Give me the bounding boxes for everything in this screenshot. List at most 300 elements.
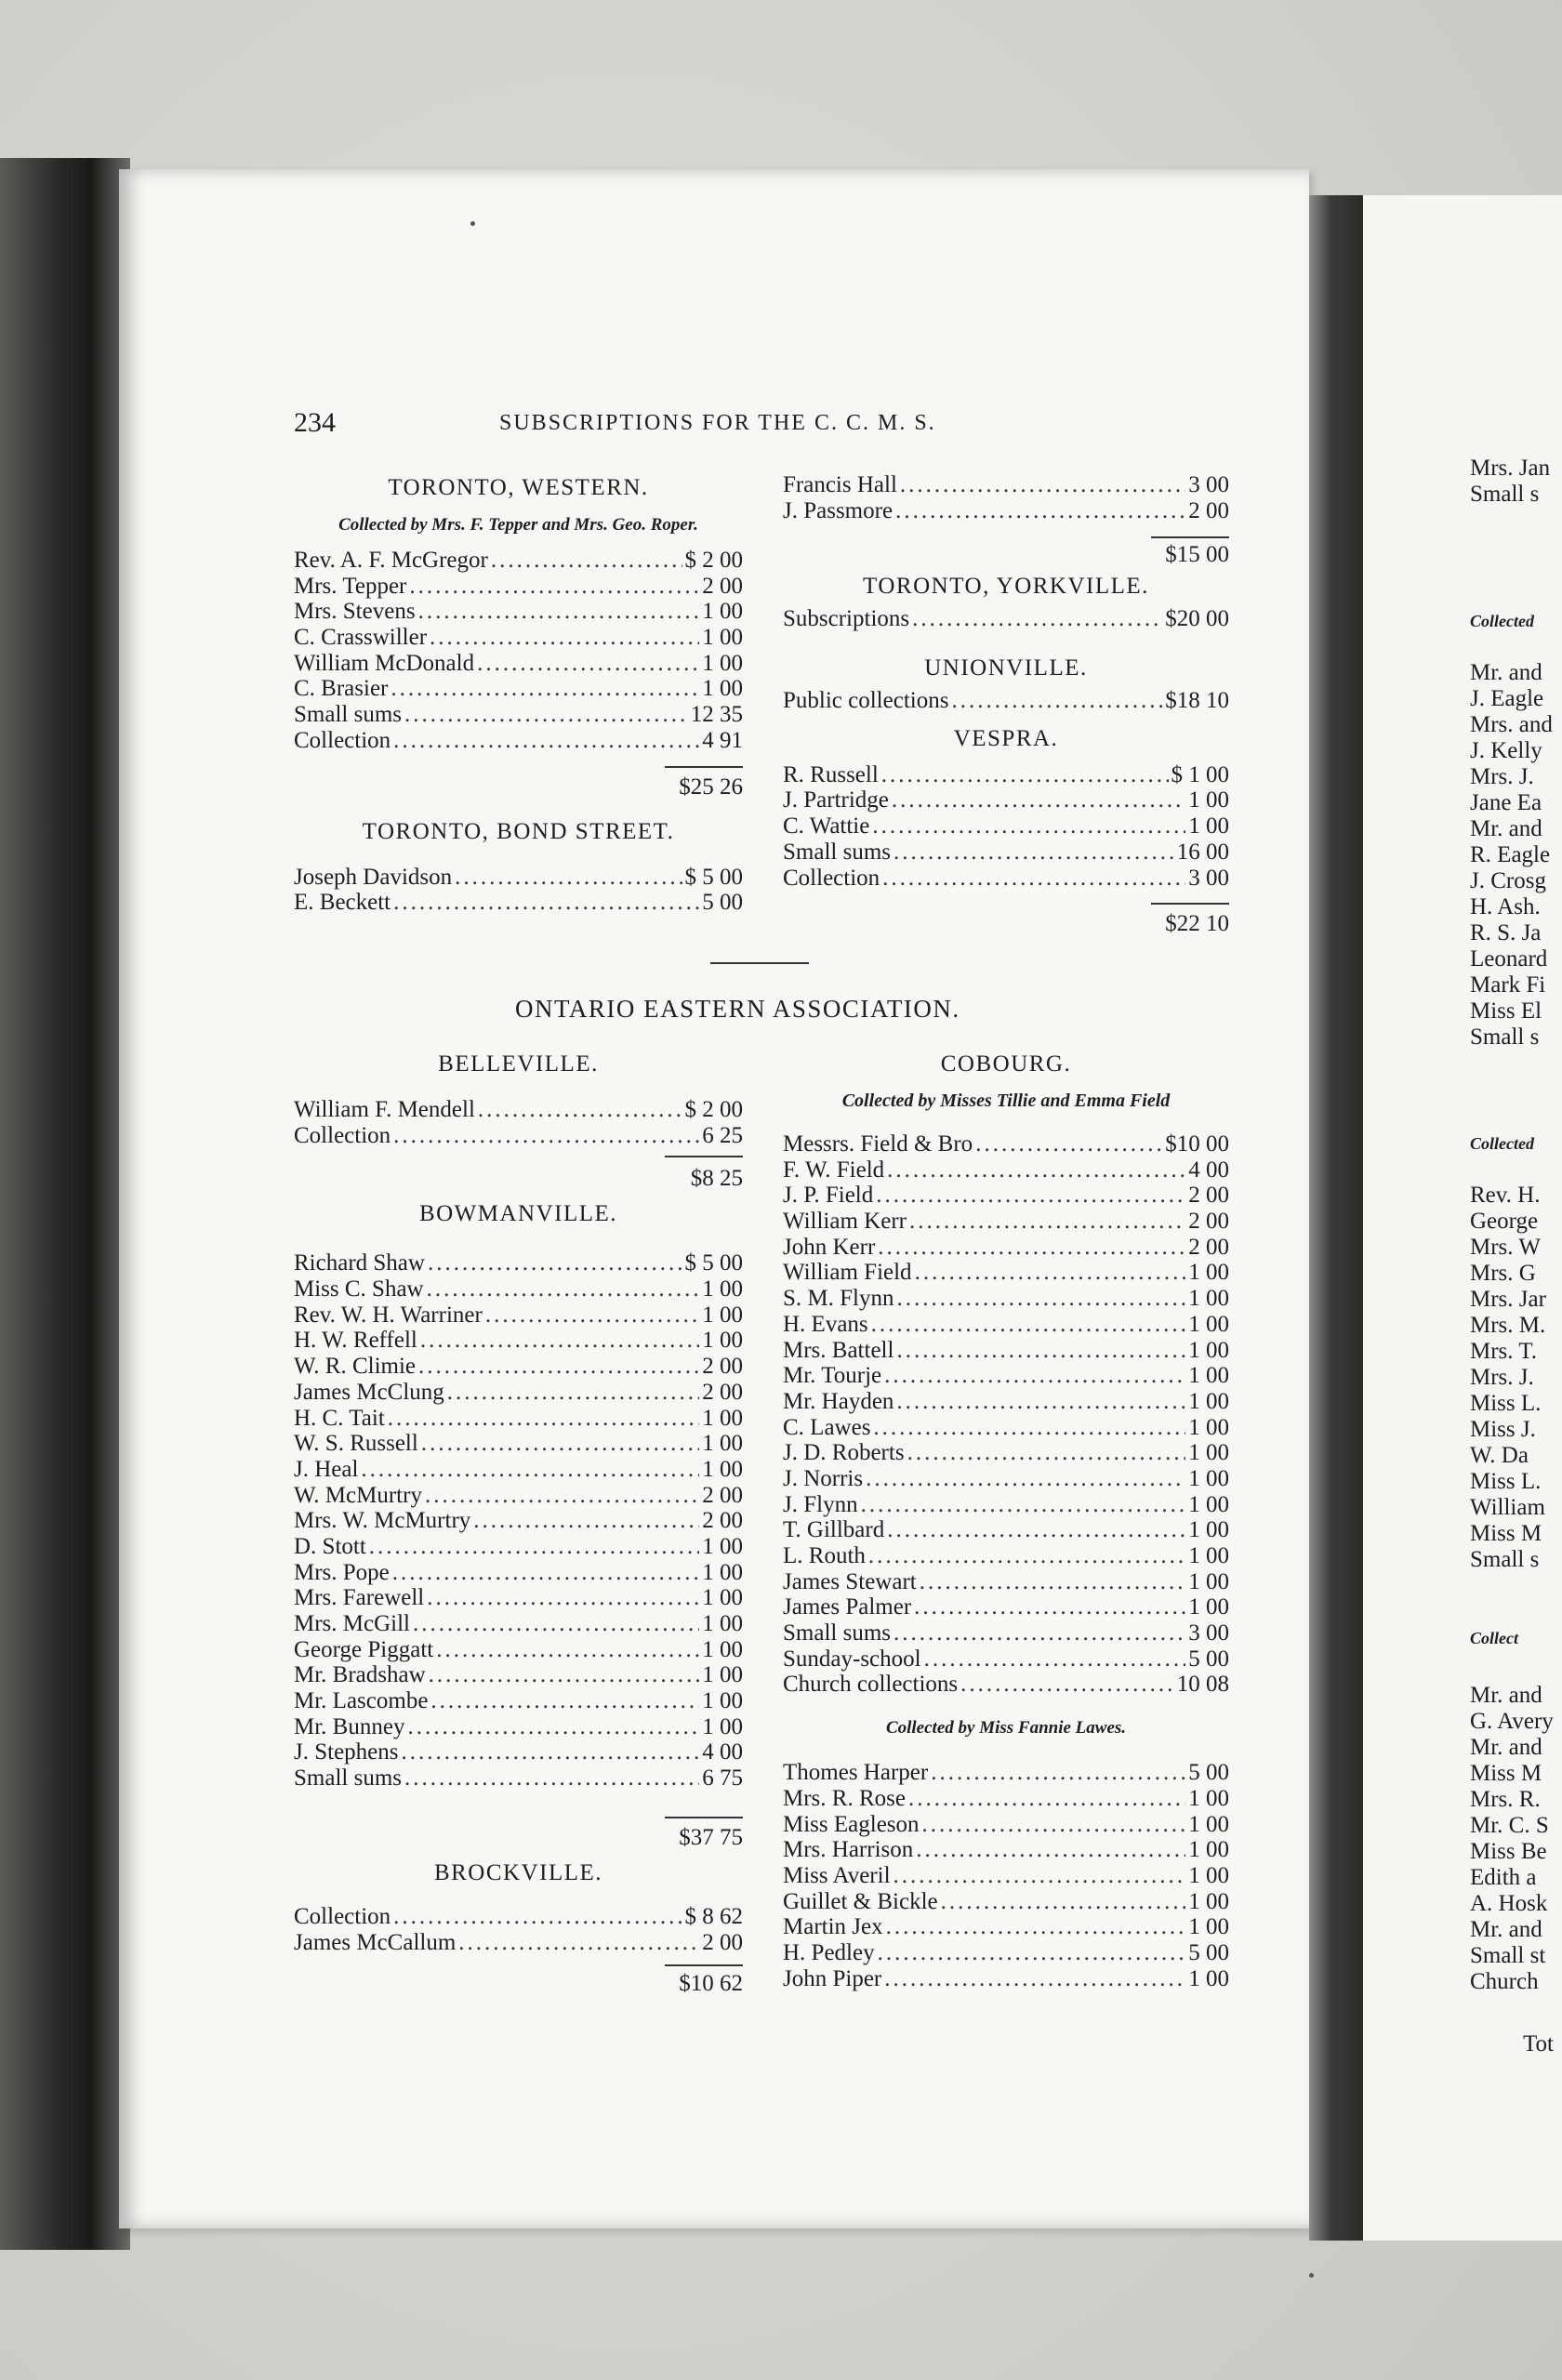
- entry-name: Joseph Davidson: [294, 864, 453, 890]
- leader-dots: [892, 787, 1185, 813]
- leader-dots: [420, 1328, 699, 1354]
- entry-amount: 1 00: [1188, 1888, 1229, 1914]
- entry-row: [294, 676, 743, 702]
- entry-amount: $ 2 00: [684, 1097, 743, 1122]
- facing-collector-fragment: Collect: [1470, 1629, 1518, 1647]
- facing-line-fragment: Mrs. J.: [1470, 1365, 1534, 1390]
- leader-dots: [878, 1235, 1185, 1261]
- entry-name: Mr. Tourje: [783, 1363, 882, 1389]
- entry-name: James Palmer: [783, 1594, 912, 1620]
- leader-dots: [473, 1508, 699, 1534]
- facing-line-fragment: Mr. C. S: [1470, 1813, 1549, 1838]
- facing-line-fragment: H. Ash.: [1470, 894, 1541, 919]
- entry-row: [783, 1786, 1229, 1812]
- entry-amount: 3 00: [1188, 1620, 1229, 1646]
- entry-row: [294, 1328, 743, 1354]
- entry-row: [783, 1543, 1229, 1569]
- facing-total-fragment: Tot: [1523, 2031, 1554, 2056]
- entry-name: Mr. Hayden: [783, 1388, 894, 1414]
- entry-name: L. Routh: [783, 1543, 866, 1568]
- entry-amount: 6 25: [702, 1122, 743, 1148]
- leader-dots: [404, 702, 688, 728]
- entry-amount: 1 00: [1188, 1594, 1229, 1620]
- section-title: TORONTO, BOND STREET.: [362, 818, 675, 844]
- entry-row: [294, 548, 743, 574]
- entry-row: [783, 1966, 1229, 1992]
- entry-name: William Field: [783, 1260, 912, 1286]
- entry-amount: 1 00: [702, 1405, 743, 1431]
- leader-dots: [900, 472, 1185, 498]
- section-title: COBOURG.: [940, 1051, 1072, 1077]
- leader-dots: [881, 762, 1169, 788]
- leader-dots: [407, 1714, 699, 1740]
- entry-amount: 2 00: [702, 1508, 743, 1534]
- section-total: $15 00: [1165, 542, 1229, 568]
- entry-name: Collection: [294, 1903, 391, 1929]
- leader-dots: [393, 890, 699, 916]
- entry-amount: 1 00: [1188, 1311, 1229, 1337]
- entry-amount: 1 00: [1188, 1568, 1229, 1594]
- entry-amount: 2 00: [1188, 1183, 1229, 1209]
- section-total: $22 10: [1165, 911, 1229, 937]
- entry-row: [783, 1646, 1229, 1673]
- section-title: UNIONVILLE.: [924, 655, 1088, 681]
- leader-dots: [878, 1940, 1186, 1966]
- entry-row: [294, 574, 743, 600]
- leader-dots: [478, 1097, 682, 1123]
- entry-row: [294, 1904, 743, 1930]
- entry-amount: 5 00: [1188, 1646, 1229, 1672]
- leader-dots: [896, 1389, 1185, 1415]
- entry-name: H. Evans: [783, 1311, 868, 1337]
- facing-line-fragment: Mrs. Jar: [1470, 1287, 1546, 1312]
- entry-row: [294, 1483, 743, 1509]
- entry-name: J. Heal: [294, 1456, 359, 1482]
- facing-line-fragment: Mrs. G: [1470, 1261, 1536, 1286]
- lower-right-column: [783, 1051, 1229, 1991]
- entry-name: Martin Jex: [783, 1914, 883, 1940]
- leader-dots: [894, 1863, 1186, 1889]
- total-rule: [665, 1817, 743, 1818]
- entry-row: [294, 651, 743, 677]
- entry-row: [783, 1889, 1229, 1915]
- entry-row: [294, 1534, 743, 1560]
- entry-name: Mr. Bunney: [294, 1713, 405, 1739]
- facing-line-fragment: R. S. Ja: [1470, 920, 1542, 945]
- entry-amount: 10 08: [1176, 1672, 1229, 1698]
- entry-amount: 2 00: [702, 1929, 743, 1955]
- leader-dots: [388, 1406, 699, 1432]
- entry-name: W. R. Climie: [294, 1354, 417, 1380]
- entry-amount: 1 00: [702, 625, 743, 651]
- entry-name: R. Russell: [783, 761, 879, 787]
- entry-name: J. D. Roberts: [783, 1440, 905, 1466]
- facing-line-fragment: Mr. and: [1470, 660, 1542, 685]
- association-title: ONTARIO EASTERN ASSOCIATION.: [515, 995, 960, 1023]
- section-total: $8 25: [690, 1166, 743, 1192]
- total-rule: [665, 1156, 743, 1157]
- entry-name: W. S. Russell: [294, 1431, 418, 1457]
- leader-dots: [884, 1966, 1185, 1992]
- entry-row: [783, 1672, 1229, 1698]
- facing-line-fragment: R. Eagle: [1470, 842, 1551, 867]
- scan-speck: [470, 221, 475, 226]
- entry-row: [783, 1157, 1229, 1183]
- entry-amount: $ 5 00: [684, 1250, 743, 1276]
- entry-row: [783, 1131, 1229, 1157]
- page-number: 234: [294, 407, 336, 438]
- leader-dots: [428, 1250, 682, 1276]
- leader-dots: [887, 1157, 1185, 1183]
- entry-amount: 1 00: [1188, 1914, 1229, 1940]
- entry-amount: 5 00: [1188, 1760, 1229, 1786]
- leader-dots: [392, 1560, 699, 1586]
- entry-row: [294, 1688, 743, 1714]
- entry-list: [783, 472, 1229, 523]
- total-rule: [665, 766, 743, 768]
- facing-line-fragment: Church: [1470, 1969, 1539, 1994]
- entry-amount: 1 00: [1188, 1785, 1229, 1811]
- leader-dots: [868, 1543, 1185, 1569]
- entry-name: James Stewart: [783, 1568, 917, 1594]
- entry-row: [783, 1415, 1229, 1441]
- entry-row: [783, 1235, 1229, 1261]
- facing-line-fragment: Mrs. Jan: [1470, 456, 1551, 481]
- leader-dots: [912, 606, 1162, 632]
- leader-dots: [887, 1517, 1185, 1543]
- entry-row: [783, 1863, 1229, 1889]
- leader-dots: [425, 1483, 699, 1509]
- section-title: BOWMANVILLE.: [418, 1201, 618, 1227]
- leader-dots: [924, 1646, 1186, 1673]
- facing-line-fragment: Miss Be: [1470, 1839, 1547, 1864]
- facing-line-fragment: Mr. and: [1470, 1683, 1542, 1708]
- entry-amount: 5 00: [702, 890, 743, 916]
- entry-name: Mr. Lascombe: [294, 1688, 429, 1714]
- facing-line-fragment: Jane Ea: [1470, 790, 1542, 815]
- entry-amount: 1 00: [702, 650, 743, 676]
- entry-row: [783, 1914, 1229, 1940]
- entry-amount: 1 00: [1188, 1543, 1229, 1568]
- leader-dots: [876, 1183, 1185, 1209]
- entry-row: [294, 1380, 743, 1406]
- entry-name: James McCallum: [294, 1929, 457, 1955]
- entry-row: [294, 702, 743, 728]
- entry-name: J. Partridge: [783, 787, 889, 813]
- entry-row: [294, 625, 743, 651]
- entry-row: [294, 1250, 743, 1276]
- entry-amount: 1 00: [702, 1688, 743, 1714]
- entry-name: Guillet & Bickle: [783, 1888, 938, 1914]
- entry-amount: 1 00: [1188, 1337, 1229, 1363]
- entry-row: [783, 1440, 1229, 1466]
- facing-line-fragment: Mark Fi: [1470, 972, 1546, 998]
- leader-dots: [361, 1457, 699, 1483]
- entry-name: S. M. Flynn: [783, 1286, 894, 1312]
- facing-line-fragment: A. Hosk: [1470, 1891, 1548, 1916]
- entry-name: E. Beckett: [294, 890, 391, 916]
- upper-left-column: [294, 474, 743, 916]
- leader-dots: [922, 1812, 1186, 1838]
- leader-dots: [430, 1688, 699, 1714]
- entry-name: Small sums: [294, 1765, 402, 1792]
- entry-row: [294, 1662, 743, 1688]
- entry-name: H. C. Tait: [294, 1405, 385, 1431]
- entry-amount: 1 00: [702, 1636, 743, 1662]
- entry-name: William McDonald: [294, 650, 475, 676]
- entry-row: [783, 1594, 1229, 1620]
- entry-amount: 2 00: [702, 573, 743, 599]
- section-title: BROCKVILLE.: [433, 1859, 603, 1885]
- total-rule: [665, 1964, 743, 1966]
- entry-amount: 16 00: [1176, 839, 1229, 865]
- entry-row: [294, 1354, 743, 1380]
- leader-dots: [941, 1889, 1186, 1915]
- entry-row: [294, 890, 743, 916]
- section-divider: [710, 962, 809, 964]
- facing-line-fragment: Leonard: [1470, 946, 1548, 972]
- entry-row: [783, 840, 1229, 866]
- entry-name: D. Stott: [294, 1533, 366, 1559]
- entry-row: [294, 1611, 743, 1637]
- entry-amount: 1 00: [702, 1585, 743, 1611]
- leader-dots: [402, 1739, 700, 1765]
- entry-list: [783, 1760, 1229, 1991]
- facing-collector-fragment: Collected: [1470, 612, 1534, 630]
- facing-line-fragment: J. Kelly: [1470, 738, 1542, 763]
- entry-amount: 1 00: [702, 1302, 743, 1328]
- facing-line-fragment: Miss M: [1470, 1521, 1542, 1546]
- entry-name: Francis Hall: [783, 472, 897, 497]
- entry-amount: 2 00: [1188, 1234, 1229, 1260]
- entry-name: Rev. W. H. Warriner: [294, 1302, 483, 1328]
- leader-dots: [975, 1131, 1162, 1157]
- entry-amount: $ 5 00: [684, 864, 743, 890]
- facing-line-fragment: Miss L.: [1470, 1391, 1542, 1416]
- leader-dots: [393, 728, 699, 754]
- entry-name: Rev. A. F. McGregor: [294, 548, 488, 573]
- entry-name: William Kerr: [783, 1209, 907, 1235]
- leader-dots: [369, 1534, 699, 1560]
- entry-amount: $ 2 00: [684, 548, 743, 573]
- facing-line-fragment: W. Da: [1470, 1443, 1529, 1468]
- entry-amount: 2 00: [1188, 1209, 1229, 1235]
- leader-dots: [896, 1338, 1185, 1364]
- section-total: $25 26: [679, 774, 743, 800]
- entry-name: H. W. Reffell: [294, 1328, 417, 1354]
- lower-left-column: [294, 1051, 743, 1998]
- entry-name: Messrs. Field & Bro: [783, 1131, 973, 1157]
- facing-line-fragment: Mrs. R.: [1470, 1787, 1541, 1812]
- entry-amount: 2 00: [1188, 497, 1229, 523]
- leader-dots: [409, 574, 699, 600]
- entry-name: Public collections: [783, 688, 949, 714]
- total-rule: [1151, 536, 1229, 538]
- facing-line-fragment: Small s: [1470, 1547, 1540, 1572]
- entry-name: Mrs. Farewell: [294, 1585, 425, 1611]
- entry-row: [294, 599, 743, 625]
- entry-row: [783, 1312, 1229, 1338]
- entry-name: Subscriptions: [783, 606, 910, 632]
- entry-name: Mrs. Stevens: [294, 599, 416, 625]
- facing-line-fragment: G. Avery: [1470, 1709, 1554, 1734]
- entry-row: [783, 762, 1229, 788]
- entry-row: [783, 688, 1229, 714]
- entry-amount: 1 00: [1188, 1440, 1229, 1466]
- entry-row: [783, 1812, 1229, 1838]
- leader-dots: [429, 1662, 700, 1688]
- leader-dots: [931, 1760, 1185, 1786]
- entry-name: George Piggatt: [294, 1636, 434, 1662]
- leader-dots: [393, 1904, 682, 1930]
- entry-row: [294, 1457, 743, 1483]
- entry-row: [783, 787, 1229, 813]
- entry-row: [783, 1940, 1229, 1966]
- entry-list: [783, 1131, 1229, 1698]
- entry-amount: 1 00: [702, 1533, 743, 1559]
- entry-list: [294, 548, 743, 754]
- facing-line-fragment: Small s: [1470, 1025, 1540, 1050]
- entry-name: Miss C. Shaw: [294, 1276, 424, 1302]
- entry-row: [783, 1620, 1229, 1646]
- entry-row: [783, 498, 1229, 524]
- entry-row: [294, 1431, 743, 1457]
- leader-dots: [907, 1440, 1186, 1466]
- leader-dots: [894, 1620, 1185, 1646]
- leader-dots: [871, 1312, 1186, 1338]
- section-title: BELLEVILLE.: [438, 1051, 599, 1077]
- entry-amount: $18 10: [1165, 688, 1229, 714]
- entry-row: [783, 1338, 1229, 1364]
- leader-dots: [418, 599, 700, 625]
- entry-row: [783, 1389, 1229, 1415]
- leader-dots: [960, 1672, 1174, 1698]
- collector-note: Collected by Mrs. F. Tepper and Mrs. Geo. Roper.: [338, 515, 698, 535]
- entry-list: [783, 606, 1229, 632]
- entry-row: [294, 1765, 743, 1792]
- entry-name: John Kerr: [783, 1234, 876, 1260]
- entry-name: Mrs. Tepper: [294, 573, 407, 599]
- leader-dots: [477, 651, 699, 677]
- entry-name: J. Passmore: [783, 497, 894, 523]
- entry-amount: 6 75: [702, 1765, 743, 1792]
- entry-row: [294, 1276, 743, 1302]
- facing-line-fragment: Mrs. W: [1470, 1235, 1541, 1260]
- entry-row: [294, 1739, 743, 1765]
- entry-amount: 1 00: [702, 1456, 743, 1482]
- entry-amount: 1 00: [1188, 1260, 1229, 1286]
- entry-name: J. P. Field: [783, 1183, 874, 1209]
- facing-line-fragment: J. Eagle: [1470, 686, 1544, 711]
- entry-row: [783, 1466, 1229, 1492]
- entry-name: Mrs. McGill: [294, 1611, 410, 1636]
- entry-amount: 1 00: [1188, 1517, 1229, 1543]
- entry-amount: 2 00: [702, 1482, 743, 1508]
- leader-dots: [421, 1431, 699, 1457]
- section-title: TORONTO, WESTERN.: [388, 475, 649, 500]
- section-total: $10 62: [679, 1971, 743, 1997]
- entry-list: [294, 1097, 743, 1148]
- entry-row: [294, 728, 743, 754]
- leader-dots: [872, 813, 1185, 840]
- entry-amount: 1 00: [702, 676, 743, 702]
- entry-name: C. Brasier: [294, 676, 389, 702]
- entry-name: Church collections: [783, 1672, 959, 1698]
- entry-row: [783, 1209, 1229, 1235]
- leader-dots: [915, 1260, 1186, 1286]
- entry-row: [294, 1560, 743, 1586]
- facing-line-fragment: Mrs. M.: [1470, 1313, 1546, 1338]
- running-title: SUBSCRIPTIONS FOR THE C. C. M. S.: [499, 411, 936, 435]
- entry-row: [294, 1637, 743, 1663]
- facing-line-fragment: Small s: [1470, 482, 1540, 507]
- entry-amount: 1 00: [1188, 1414, 1229, 1440]
- entry-amount: 1 00: [1188, 1491, 1229, 1517]
- entry-name: Sunday-school: [783, 1646, 921, 1672]
- entry-row: [294, 1714, 743, 1740]
- entry-row: [783, 1286, 1229, 1312]
- entry-row: [783, 1363, 1229, 1389]
- entry-row: [783, 1517, 1229, 1543]
- leader-dots: [894, 840, 1174, 866]
- total-rule: [1151, 903, 1229, 905]
- entry-name: J. Norris: [783, 1465, 864, 1491]
- leader-dots: [886, 1914, 1186, 1940]
- entry-amount: 12 35: [690, 702, 743, 728]
- entry-amount: 1 00: [1188, 1286, 1229, 1312]
- entry-row: [294, 1508, 743, 1534]
- entry-amount: 1 00: [702, 1431, 743, 1457]
- entry-name: W. McMurtry: [294, 1482, 422, 1508]
- leader-dots: [390, 676, 699, 702]
- page-gutter: [1309, 195, 1363, 2241]
- entry-name: Small sums: [783, 1620, 891, 1646]
- facing-line-fragment: Miss El: [1470, 998, 1542, 1024]
- leader-dots: [882, 866, 1185, 892]
- entry-amount: 4 00: [702, 1739, 743, 1765]
- entry-amount: 1 00: [702, 1713, 743, 1739]
- entry-name: Mrs. Battell: [783, 1337, 894, 1363]
- leader-dots: [895, 498, 1185, 524]
- entry-name: J. Flynn: [783, 1491, 858, 1517]
- leader-dots: [861, 1492, 1186, 1518]
- leader-dots: [896, 1286, 1185, 1312]
- section-total: $37 75: [679, 1824, 743, 1850]
- entry-amount: 1 00: [702, 1559, 743, 1585]
- entry-amount: 1 00: [1188, 1811, 1229, 1837]
- entry-name: Collection: [294, 727, 391, 753]
- entry-row: [783, 1492, 1229, 1518]
- entry-name: Collection: [294, 1122, 391, 1148]
- facing-line-fragment: William: [1470, 1495, 1545, 1520]
- entry-name: Small sums: [783, 839, 891, 865]
- entry-row: [783, 1569, 1229, 1595]
- entry-name: Mrs. Harrison: [783, 1837, 914, 1863]
- entry-amount: 1 00: [702, 1662, 743, 1688]
- entry-row: [294, 1097, 743, 1123]
- entry-row: [783, 1760, 1229, 1786]
- leader-dots: [430, 625, 699, 651]
- leader-dots: [447, 1380, 699, 1406]
- entry-name: J. Stephens: [294, 1739, 399, 1765]
- leader-dots: [404, 1765, 699, 1792]
- facing-line-fragment: Mrs. J.: [1470, 764, 1534, 789]
- entry-name: C. Crasswiller: [294, 625, 428, 651]
- entry-row: [783, 1183, 1229, 1209]
- entry-row: [783, 866, 1229, 892]
- entry-row: [783, 1260, 1229, 1286]
- facing-line-fragment: Edith a: [1470, 1865, 1537, 1890]
